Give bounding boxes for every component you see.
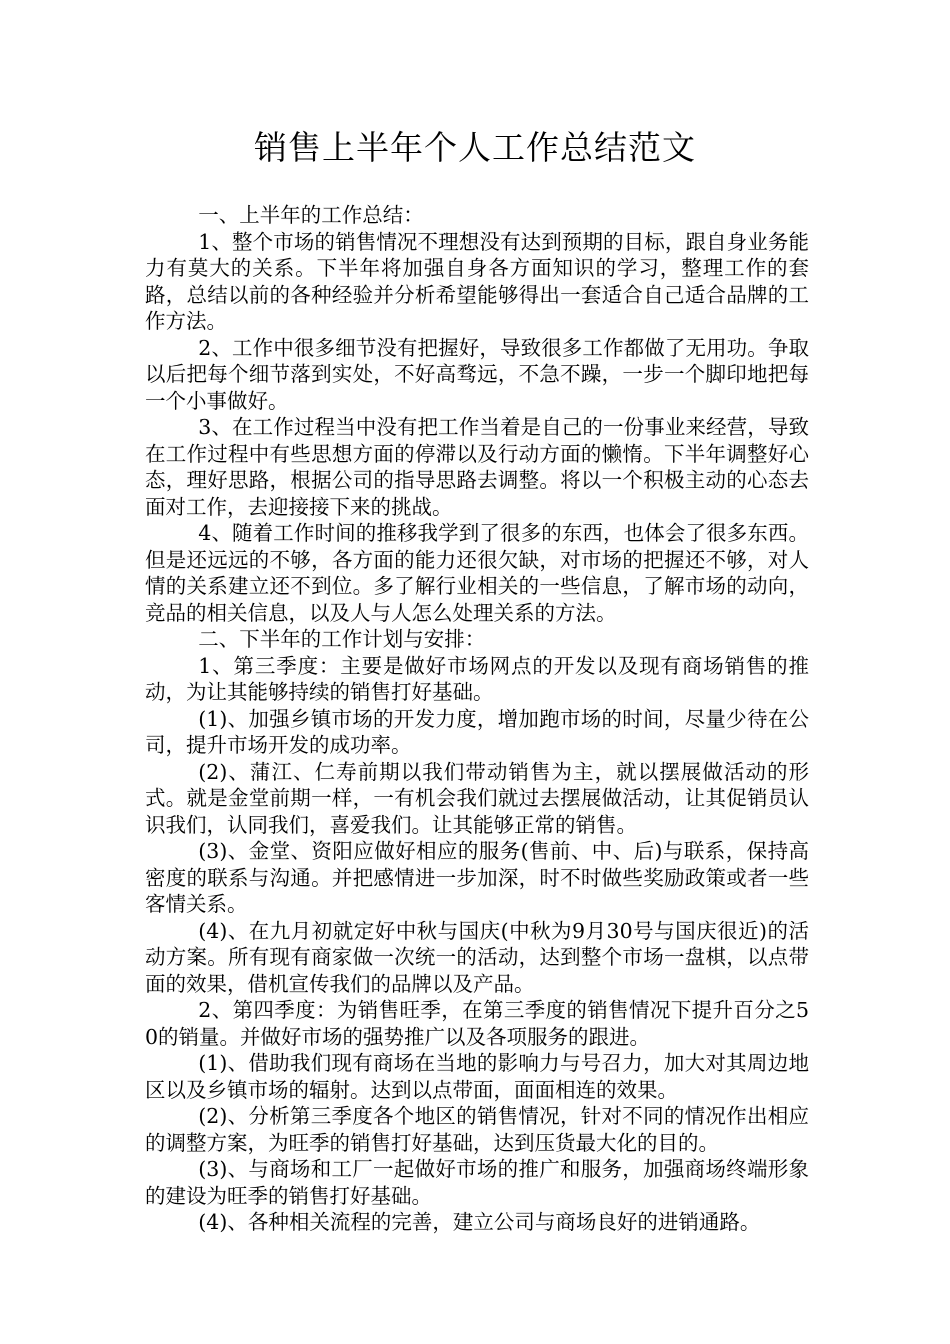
paragraph: (1)、借助我们现有商场在当地的影响力与号召力，加大对其周边地区以及乡镇市场的辐射。达到以点带面，面面相连的效果。 [145,1051,809,1102]
paragraph: 1、第三季度：主要是做好市场网点的开发以及现有商场销售的推动，为让其能够持续的销售打好基础。 [145,653,809,704]
section-heading: 二、下半年的工作计划与安排： [198,627,486,651]
paragraph: (2)、分析第三季度各个地区的销售情况，针对不同的情况作出相应的调整方案，为旺季的销售打好基础，达到压货最大化的目的。 [145,1104,809,1155]
document-body [145,202,809,1236]
paragraph: (3)、与商场和工厂一起做好市场的推广和服务，加强商场终端形象的建设为旺季的销售打好基础。 [145,1157,809,1208]
paragraph: (2)、蒲江、仁寿前期以我们带动销售为主，就以摆展做活动的形式。就是金堂前期一样，一有机会我们就过去摆展做活动，让其促销员认识我们，认同我们，喜爱我们。让其能够正常的销售。 [145,759,809,837]
paragraph: 1、整个市场的销售情况不理想没有达到预期的目标，跟自身业务能力有莫大的关系。下半年将加强自身各方面知识的学习，整理工作的套路，总结以前的各种经验并分析希望能够得出一套适合自己适合品牌的工作方法。 [145,229,809,333]
paragraph: 2、工作中很多细节没有把握好，导致很多工作都做了无用功。争取以后把每个细节落到实处，不好高骛远，不急不躁，一步一个脚印地把每一个小事做好。 [145,335,809,413]
document-title: 销售上半年个人工作总结范文 [254,128,696,167]
paragraph: 2、第四季度：为销售旺季，在第三季度的销售情况下提升百分之50的销量。并做好市场的强势推广以及各项服务的跟进。 [145,998,809,1049]
section-heading: 一、上半年的工作总结： [198,203,424,227]
paragraph: 4、随着工作时间的推移我学到了很多的东西，也体会了很多东西。但是还远远的不够，各方面的能力还很欠缺，对市场的把握还不够，对人情的关系建立还不到位。多了解行业相关的一些信息，了解市场的动向，竞品的相关信息，以及人与人怎么处理关系的方法。 [145,521,809,625]
paragraph: (4)、在九月初就定好中秋与国庆(中秋为9月30号与国庆很近)的活动方案。所有现有商家做一次统一的活动，达到整个市场一盘棋，以点带面的效果，借机宣传我们的品牌以及产品。 [145,918,809,996]
paragraph: 3、在工作过程当中没有把工作当着是自己的一份事业来经营，导致在工作过程中有些思想方面的停滞以及行动方面的懒惰。下半年调整好心态，理好思路，根据公司的指导思路去调整。将以一个积极主动的心态去面对工作，去迎接接下来的挑战。 [145,415,809,519]
paragraph: (4)、各种相关流程的完善，建立公司与商场良好的进销通路。 [198,1210,761,1234]
paragraph: (1)、加强乡镇市场的开发力度，增加跑市场的时间，尽量少待在公司，提升市场开发的成功率。 [145,706,809,757]
paragraph: (3)、金堂、资阳应做好相应的服务(售前、中、后)与联系，保持高密度的联系与沟通。并把感情进一步加深，时不时做些奖励政策或者一些客情关系。 [145,839,809,916]
